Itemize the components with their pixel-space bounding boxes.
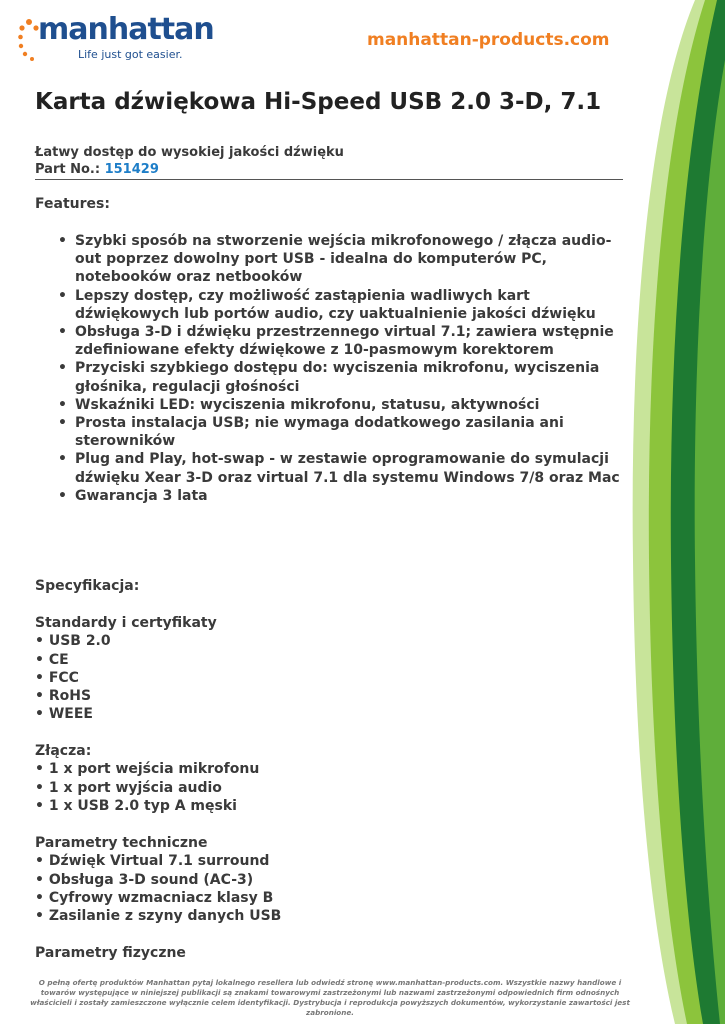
- feature-item: • Plug and Play, hot-swap - w zestawie oprogramowanie do symulacji dźwięku Xear 3-D oraz virtual 7.1 dla systemu Windows 7/8 oraz Mac: [58, 450, 628, 486]
- feature-item: • Przyciski szybkiego dostępu do: wyciszenia mikrofonu, wyciszenia głośnika, regulacji głośności: [58, 359, 628, 395]
- part-number-label: Part No.:: [35, 162, 101, 177]
- physical-section: [35, 944, 595, 962]
- feature-item: • Gwarancja 3 lata: [58, 487, 628, 505]
- logo-tagline: Life just got easier.: [78, 48, 183, 61]
- connectors-section: [35, 742, 595, 815]
- technical-section: [35, 834, 595, 925]
- footer-disclaimer: O pełną ofertę produktów Manhattan pytaj lokalnego resellera lub odwiedź stronę www.manhattan-products.com. Wszystkie nazwy handlowe i towarów występujące w niniejszej publikacji są znakami towarowymi zastrzeżonymi lub nazwami zastrzeżonymi odpowiednich firm odnośnych właścicieli i zostały zamieszczone wyłącznie celem identyfikacji. Dystrybucja i reprodukcja powyższych dokumentów, wykorzystanie zawartości jest zabronione.: [30, 978, 630, 1017]
- feature-item: • Prosta instalacja USB; nie wymaga dodatkowego zasilania ani sterowników: [58, 414, 628, 450]
- standards-item: • RoHS: [35, 688, 92, 705]
- product-title: Karta dźwiękowa Hi-Speed USB 2.0 3-D, 7.1: [35, 89, 602, 115]
- standards-section: [35, 614, 595, 724]
- connectors-item: • 1 x USB 2.0 typ A męski: [35, 797, 237, 814]
- feature-item: • Szybki sposób na stworzenie wejścia mikrofonowego / złącza audio-out poprzez dowolny port USB - idealna do komputerów PC, notebooków oraz netbooków: [58, 232, 628, 287]
- specs-heading: Specyfikacja:: [35, 578, 140, 594]
- header-divider: [35, 179, 623, 180]
- connectors-heading: Złącza:: [35, 743, 92, 759]
- technical-heading: Parametry techniczne: [35, 835, 208, 851]
- technical-item: • Zasilanie z szyny danych USB: [35, 908, 282, 925]
- decorative-swoosh: [625, 0, 725, 1024]
- part-number: [35, 162, 159, 177]
- feature-item: • Lepszy dostęp, czy możliwość zastąpienia wadliwych kart dźwiękowych lub portów audio, czy uaktualnienie jakości dźwięku: [58, 287, 628, 323]
- technical-item: • Obsługa 3-D sound (AC-3): [35, 871, 254, 888]
- standards-item: • FCC: [35, 669, 79, 686]
- site-url-link[interactable]: manhattan-products.com: [367, 30, 610, 50]
- technical-item: • Cyfrowy wzmacniacz klasy B: [35, 889, 274, 906]
- features-list: [58, 232, 628, 505]
- manhattan-logo[interactable]: [18, 12, 218, 68]
- features-heading: Features:: [35, 196, 110, 212]
- standards-item: • WEEE: [35, 706, 93, 723]
- product-subtitle: Łatwy dostęp do wysokiej jakości dźwięku: [35, 145, 344, 160]
- feature-item: • Wskaźniki LED: wyciszenia mikrofonu, statusu, aktywności: [58, 396, 628, 414]
- technical-item: • Dźwięk Virtual 7.1 surround: [35, 853, 270, 870]
- physical-heading: Parametry fizyczne: [35, 945, 186, 961]
- standards-heading: Standardy i certyfikaty: [35, 615, 217, 631]
- standards-item: • USB 2.0: [35, 633, 111, 650]
- part-number-value: 151429: [104, 162, 159, 177]
- connectors-item: • 1 x port wejścia mikrofonu: [35, 761, 260, 778]
- logo-wordmark: manhattan: [38, 12, 214, 47]
- logo-dots-icon: [18, 18, 40, 62]
- standards-item: • CE: [35, 651, 69, 668]
- connectors-item: • 1 x port wyjścia audio: [35, 779, 222, 796]
- feature-item: • Obsługa 3-D i dźwięku przestrzennego virtual 7.1; zawiera wstępnie zdefiniowane efekty dźwiękowe z 10-pasmowym korektorem: [58, 323, 628, 359]
